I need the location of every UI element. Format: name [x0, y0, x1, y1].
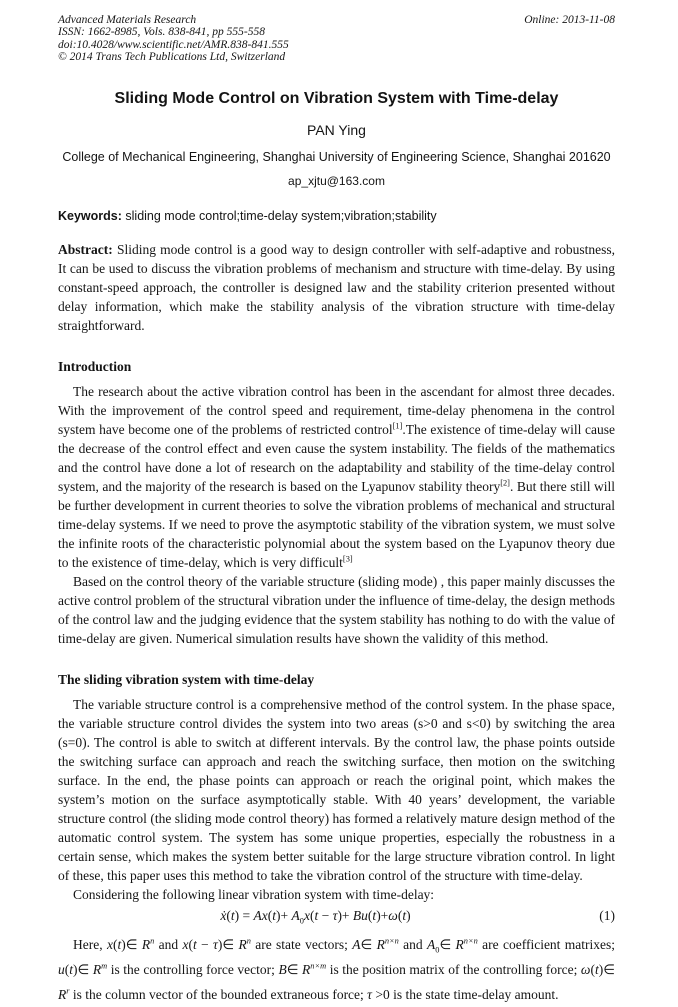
equation-row: [58, 905, 615, 926]
section-heading: Introduction: [58, 359, 132, 375]
keywords-label: Keywords:: [58, 209, 126, 224]
text-run: x: [182, 937, 189, 953]
text-run: t: [402, 908, 407, 924]
text-run: Bu: [352, 908, 368, 924]
text-run: (: [188, 937, 193, 953]
text-run: A: [352, 937, 361, 953]
text-run: and: [398, 937, 427, 953]
text-run: is the controlling force vector;: [107, 962, 279, 978]
text-run: (: [397, 908, 403, 924]
text-run: )∈: [598, 962, 615, 978]
text-run: t: [192, 937, 197, 953]
text-run: )+: [276, 908, 292, 924]
body-paragraph: [58, 932, 615, 1007]
text-run: (: [367, 908, 373, 924]
superscript: n: [246, 936, 251, 946]
text-run: t: [69, 962, 74, 978]
online-date: Online: 2013-11-08: [524, 14, 615, 26]
text-run: The research about the active vibration control has been in the ascendant for almost three decades. With the improvement of the control speed and requirement, time-delay phenomena in the control system have become one of the problems of restricted control: [58, 384, 615, 438]
text-run: R: [302, 962, 311, 978]
journal-name: Advanced Materials Research: [58, 14, 197, 26]
superscript: [2]: [500, 478, 510, 488]
journal-header: [58, 14, 615, 63]
text-run: is the column vector of the bounded extraneous force;: [69, 987, 368, 1003]
equation: [58, 905, 573, 926]
article-body: [58, 358, 615, 1007]
text-run: R: [376, 937, 385, 953]
text-run: (: [64, 962, 70, 978]
abstract-text: Sliding mode control is a good way to design controller with self-adaptive and robustness, It can be used to discuss the vibration problems of mechanism and structure with time-delay. By using constant-speed approach, the controller is designed law and the stability criterion presented without delay information, which make the stability analysis of the vibration structure with time-delay straightforward.: [58, 242, 615, 334]
superscript: n: [150, 936, 155, 946]
body-paragraph: [58, 572, 615, 648]
text-run: t: [372, 908, 377, 924]
email-address: ap_xjtu@163.com: [288, 174, 385, 189]
text-run: τ: [213, 937, 218, 953]
superscript: n×n: [463, 936, 478, 946]
text-run: is the position matrix of the controlling force;: [326, 962, 581, 978]
doi-line: doi:10.4028/www.scientific.net/AMR.838-841.555: [58, 38, 289, 51]
issn-line: ISSN: 1662-8985, Vols. 838-841, pp 555-558: [58, 26, 265, 39]
copyright-line: © 2014 Trans Tech Publications Ltd, Switzerland: [58, 50, 286, 63]
abstract-label: Abstract:: [58, 242, 117, 258]
text-run: Here,: [73, 937, 107, 953]
text-run: are coefficient matrixes;: [477, 937, 616, 953]
text-run: R: [58, 987, 67, 1003]
text-run: ∈: [360, 937, 377, 953]
keywords-line: [58, 209, 615, 224]
text-run: ∈: [439, 937, 456, 953]
superscript: m: [101, 961, 108, 971]
paper-title: Sliding Mode Control on Vibration System with Time-delay: [114, 90, 559, 108]
equation-number: (1): [599, 908, 615, 924]
text-run: A: [291, 908, 300, 924]
text-run: t: [594, 962, 599, 978]
text-run: (: [267, 908, 273, 924]
text-run: t: [117, 937, 122, 953]
text-run: )∈: [121, 937, 142, 953]
body-paragraph: [58, 885, 615, 904]
superscript: r: [66, 986, 70, 996]
text-run: −: [196, 937, 213, 953]
affiliation: College of Mechanical Engineering, Shanghai University of Engineering Science, Shanghai 201620: [62, 150, 611, 165]
body-paragraph: [58, 695, 615, 885]
superscript: [1]: [392, 421, 403, 431]
text-run: τ: [332, 908, 338, 924]
text-run: Based on the control theory of the variable structure (sliding mode) , this paper mainly discusses the active control problem of the structural vibration under the influence of time-delay, the design methods of the control law and the judging evidence that the system stability has nothing to do with the value of time-delay are given. Numerical simulation results have shown the validity of this method.: [58, 574, 615, 647]
superscript: n×m: [310, 961, 327, 971]
text-run: t: [272, 908, 277, 924]
text-run: and: [154, 937, 183, 953]
abstract-paragraph: [58, 240, 615, 335]
text-run: −: [318, 908, 333, 924]
text-run: .The existence of time-delay will cause the decrease of the control effect and even cause the system instability. The fields of the mathematics and the control have done a lot of research on the adaptability and stability of the time-delay control system, and the majority of the research is based on the Lyapunov stability theory: [58, 422, 615, 495]
text-run: R: [92, 962, 102, 978]
text-run: Considering the following linear vibration system with time-delay:: [73, 887, 435, 903]
text-run: . But there still will be further development in current theories to solve the vibration problems of mechanical and structural time-delay systems. If we need to prove the asymptotic stability of the vibration system, we must solve the infinite roots of the characteristic polynomial about the system based on the Lyapunov theory due to the existence of time-delay, which is very difficult: [58, 479, 615, 571]
text-run: u: [58, 962, 65, 978]
keywords-text: sliding mode control;time-delay system;vibration;stability: [125, 209, 437, 224]
text-run: ω: [580, 962, 591, 978]
text-run: ∈: [286, 962, 303, 978]
text-run: The variable structure control is a comprehensive method of the control system. In the phase space, the variable structure control divides the system into two areas (s>0 and s<0) by switching the area (s=0). The control is able to switch at different intervals. By the control law, the phase points outside the switching surface can approach and reach the switching surface, then motion on the switching surface. In the end, the phase points can approach or reach the original point, which makes the system’s motion on the surface asymptotically stable. With 40 years’ development, the variable structure control (the sliding mode control theory) has formed a relatively mature design method of the automatic control system. The system has some unique properties, especially the robustness in a certain sense, which makes the system better suitable for the large structure vibration control. In light of these, this paper uses this method to take the vibration control of the structure with time-delay.: [58, 697, 615, 884]
text-run: (: [309, 908, 315, 924]
text-run: Ax: [253, 908, 268, 924]
text-run: (: [226, 908, 231, 924]
text-run: τ: [367, 987, 373, 1003]
text-run: (: [112, 937, 118, 953]
text-run: (: [590, 962, 595, 978]
text-run: )∈: [217, 937, 239, 953]
subscript: 0: [435, 945, 440, 955]
text-run: A: [427, 937, 436, 953]
text-run: t: [314, 908, 319, 924]
superscript: [3]: [342, 554, 353, 564]
text-run: ): [406, 908, 411, 924]
text-run: ) =: [234, 908, 254, 924]
text-run: x: [303, 908, 310, 924]
text-run: ẋ: [220, 908, 227, 924]
text-run: )+: [376, 908, 389, 924]
subscript: 0: [299, 916, 304, 926]
text-run: ω: [388, 908, 398, 924]
text-run: R: [141, 937, 151, 953]
text-run: )+: [337, 908, 353, 924]
text-run: R: [455, 937, 464, 953]
text-run: t: [230, 908, 235, 924]
text-run: )∈: [73, 962, 93, 978]
text-run: >0 is the state time-delay amount.: [372, 987, 559, 1003]
author-name: PAN Ying: [307, 122, 366, 139]
text-run: R: [238, 937, 247, 953]
body-paragraph: [58, 382, 615, 572]
text-run: x: [106, 937, 113, 953]
journal-header-left: [58, 14, 289, 63]
text-run: B: [278, 962, 287, 978]
section-heading: The sliding vibration system with time-delay: [58, 672, 315, 688]
text-run: are state vectors;: [250, 937, 353, 953]
superscript: n×n: [384, 936, 399, 946]
